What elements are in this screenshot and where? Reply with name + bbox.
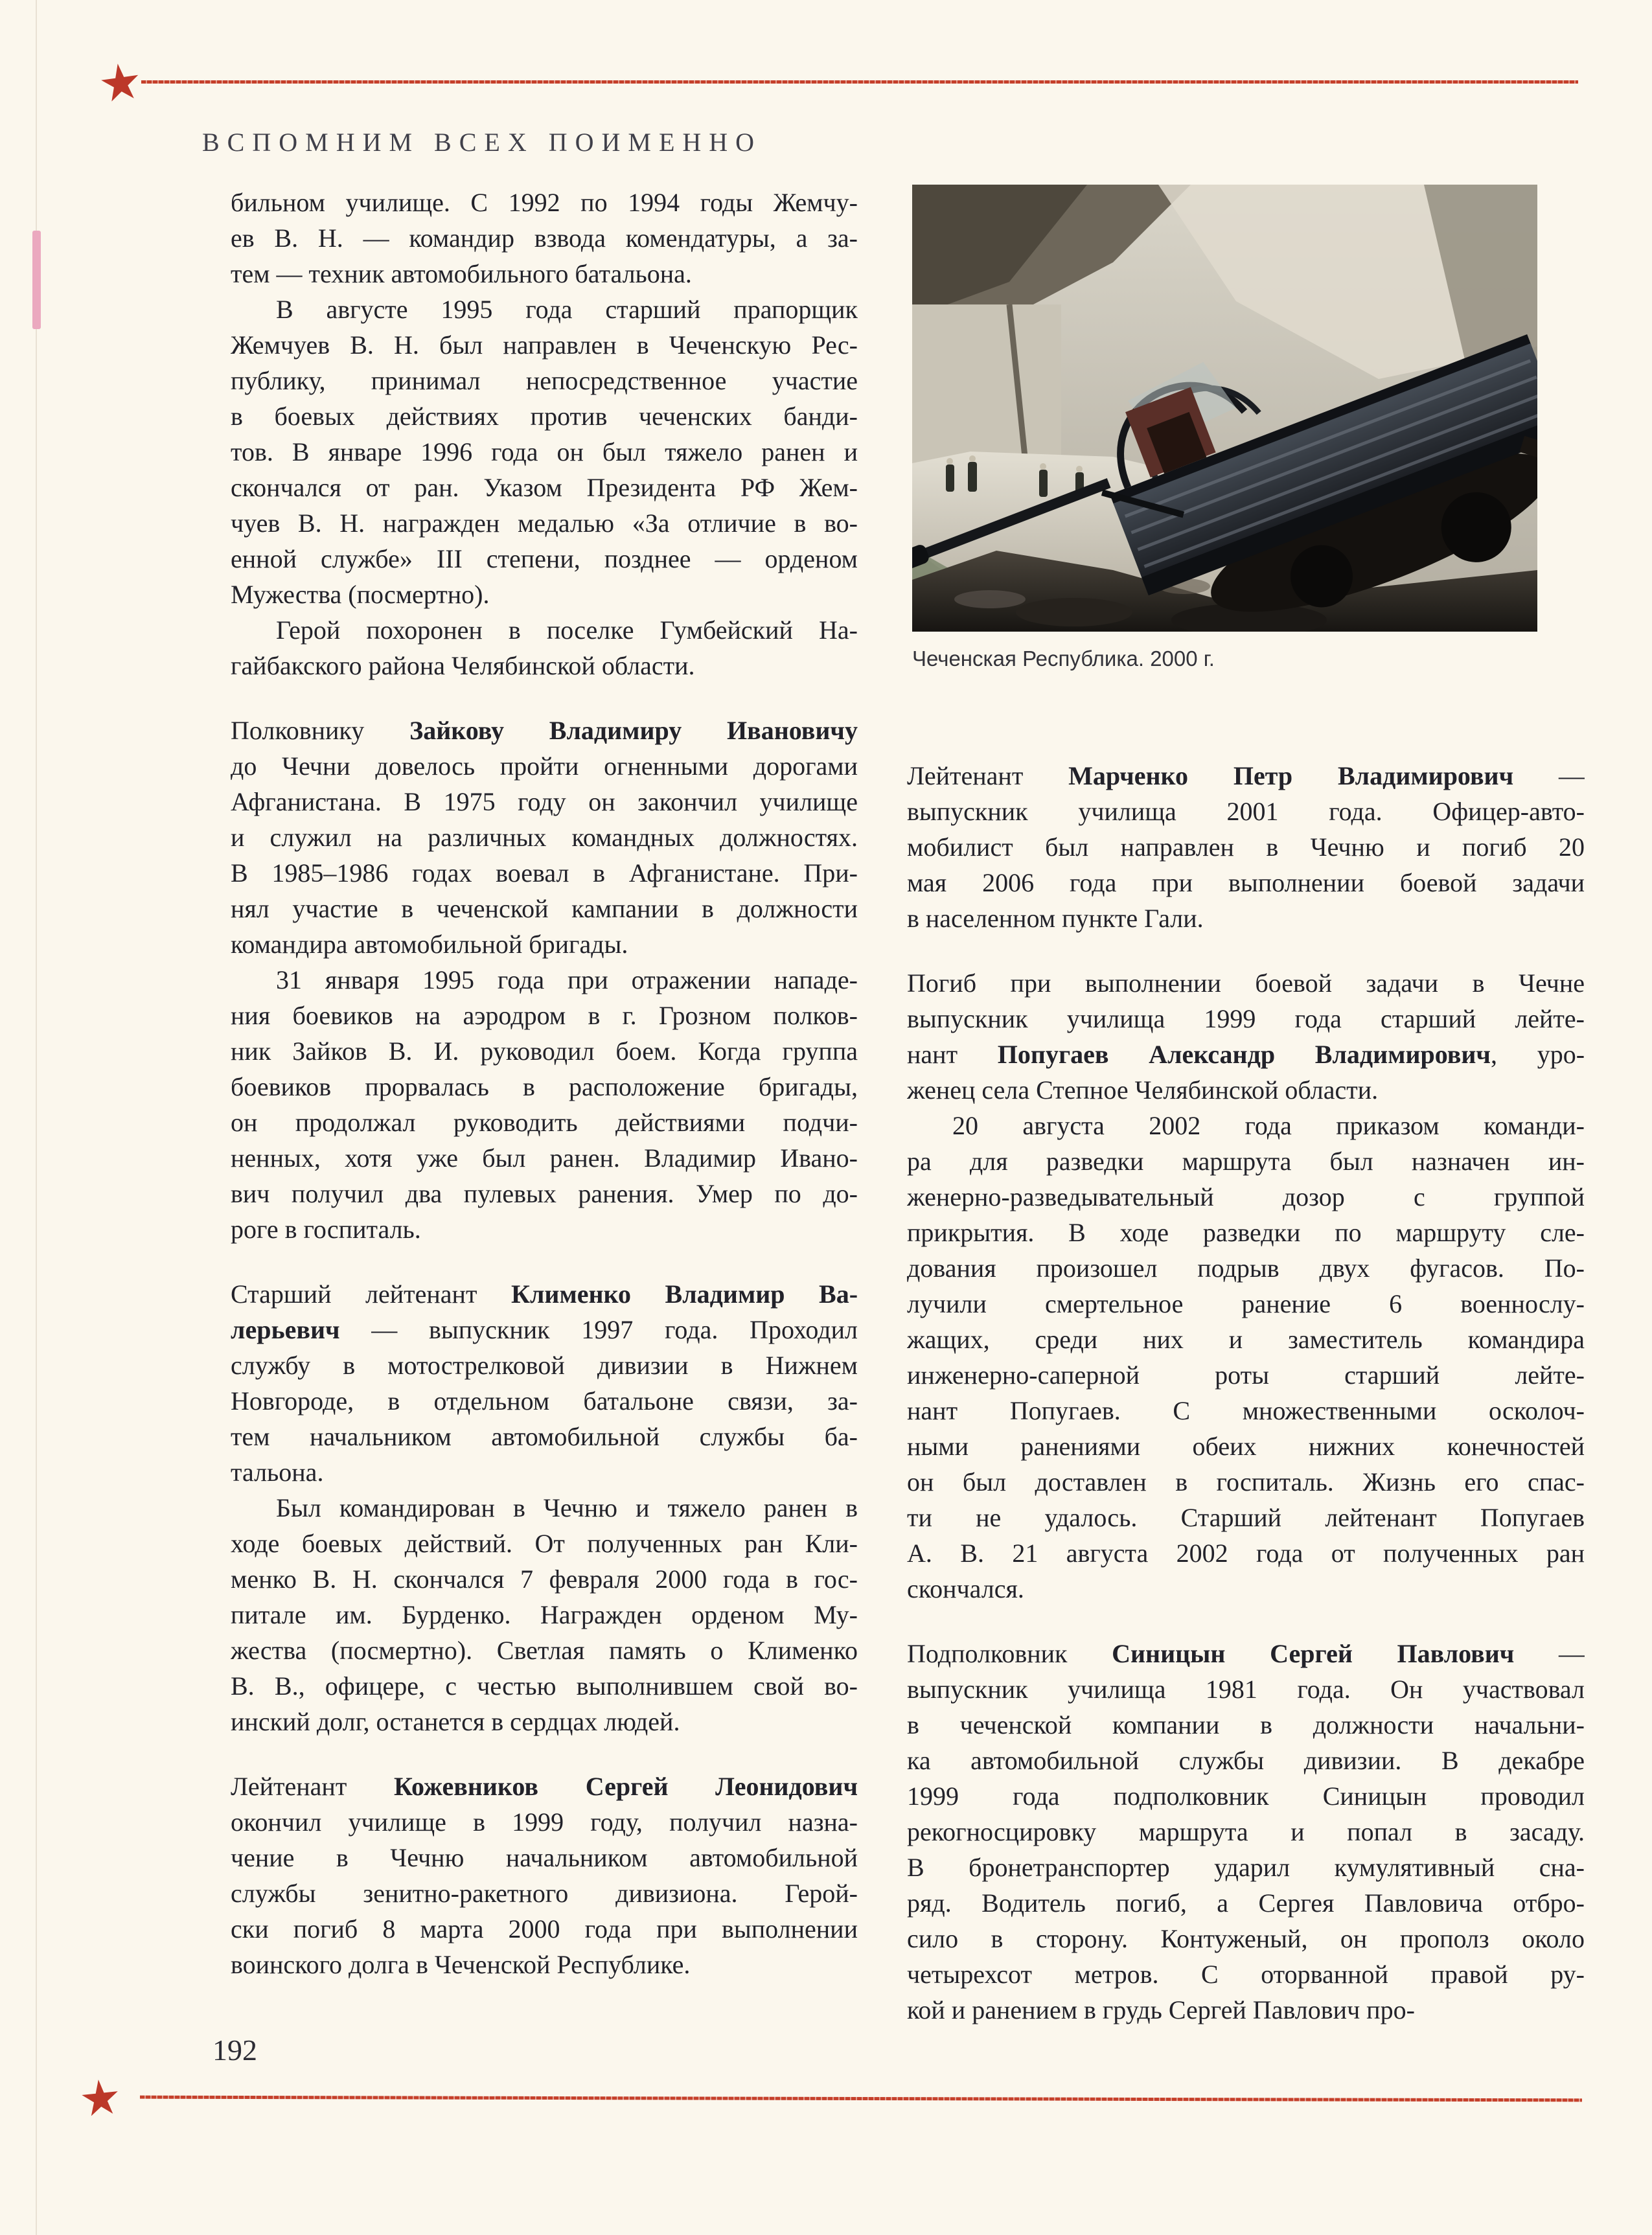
memorial-entry: [231, 185, 858, 683]
text-line: Старший лейтенант Клименко Владимир Ва-: [231, 1279, 858, 1309]
text-line: ник Зайков В. И. руководил боем. Когда группа: [231, 1037, 858, 1066]
text-line: четырехсот метров. С оторванной правой ру-: [907, 1960, 1585, 1989]
top-rule: [141, 80, 1578, 84]
page-number: 192: [212, 2034, 257, 2067]
paragraph: [907, 1636, 1585, 2028]
text-line: боевиков прорвалась в расположение бригады,: [231, 1072, 858, 1101]
page-edge: [36, 0, 37, 2235]
memorial-entry: [231, 1276, 858, 1739]
paragraph: [231, 713, 858, 962]
margin-mark: [32, 231, 41, 329]
text-line: жащих, среди них и заместитель командира: [907, 1325, 1585, 1354]
text-line: 1999 года подполковник Синицын проводил: [907, 1782, 1585, 1811]
text-line: Лейтенант Марченко Петр Владимирович —: [907, 761, 1585, 790]
text-line: 31 января 1995 года при отражении нападе-: [276, 965, 858, 994]
text-line: нант Попугаев Александр Владимирович, уро-: [907, 1040, 1585, 1069]
text-line: тем начальником автомобильной службы ба-: [231, 1422, 858, 1451]
text-line: публику, принимал непосредственное участие: [231, 366, 858, 395]
paragraph: [907, 965, 1585, 1108]
text-line: ными ранениями обеих нижних конечностей: [907, 1432, 1585, 1461]
text-line: в населенном пункте Гали.: [907, 904, 1204, 933]
text-line: женерно-разведывательный дозор с группой: [907, 1182, 1585, 1211]
text-line: Афганистана. В 1975 году он закончил училище: [231, 787, 858, 816]
paragraph: [231, 1490, 858, 1739]
text-line: до Чечни довелось пройти огненными дорогами: [231, 751, 858, 781]
paragraph: [231, 1769, 858, 1982]
text-line: мобилист был направлен в Чечню и погиб 20: [907, 832, 1585, 862]
text-line: В 1985–1986 годах воевал в Афганистане. При-: [231, 858, 858, 888]
paragraph: [907, 1108, 1585, 1607]
text-line: мая 2006 года при выполнении боевой задачи: [907, 868, 1585, 897]
text-line: ния боевиков на аэродром в г. Грозном полков-: [231, 1001, 858, 1030]
text-line: выпускник училища 2001 года. Офицер-авто-: [907, 797, 1585, 826]
text-line: командира автомобильной бригады.: [231, 930, 628, 959]
text-line: 20 августа 2002 года приказом команди-: [952, 1111, 1585, 1140]
text-line: инский долг, останется в сердцах людей.: [231, 1707, 680, 1736]
memorial-entry: [907, 758, 1585, 936]
text-line: ев В. Н. — командир взвода комендатуры, а за-: [231, 224, 858, 253]
text-line: Мужества (посмертно).: [231, 580, 490, 609]
text-line: тем — техник автомобильного батальона.: [231, 259, 692, 288]
text-line: ряд. Водитель погиб, а Сергея Павловича отбро-: [907, 1888, 1585, 1918]
text-line: скончался.: [907, 1574, 1024, 1603]
text-line: гайбакского района Челябинской области.: [231, 651, 695, 680]
text-line: ходе боевых действий. От полученных ран Кли-: [231, 1529, 858, 1558]
text-line: он был доставлен в госпиталь. Жизнь его спас-: [907, 1467, 1585, 1496]
photo-illustration: [912, 185, 1537, 632]
text-line: службу в мотострелковой дивизии в Нижнем: [231, 1351, 858, 1380]
text-line: лерьевич — выпускник 1997 года. Проходил: [231, 1315, 858, 1344]
text-line: А. В. 21 августа 2002 года от полученных ран: [907, 1539, 1585, 1568]
text-line: Подполковник Синицын Сергей Павлович —: [907, 1639, 1585, 1668]
text-line: нял участие в чеченской кампании в должности: [231, 894, 858, 923]
text-line: и служил на различных командных должностях.: [231, 823, 858, 852]
text-line: В августе 1995 года старший прапорщик: [276, 295, 858, 324]
text-line: Герой похоронен в поселке Гумбейский На-: [276, 615, 858, 645]
text-line: чение в Чечню начальником автомобильной: [231, 1843, 858, 1872]
text-line: енной службе» III степени, позднее — орденом: [231, 544, 858, 573]
text-line: инженерно-саперной роты старший лейте-: [907, 1360, 1585, 1390]
paragraph: [231, 185, 858, 292]
text-line: ра для разведки маршрута был назначен ин-: [907, 1147, 1585, 1176]
paragraph: [231, 292, 858, 612]
text-line: бильном училище. С 1992 по 1994 годы Жемчу-: [231, 188, 858, 217]
text-line: кой и ранением в грудь Сергей Павлович про-: [907, 1995, 1415, 2024]
text-line: службы зенитно-ракетного дивизиона. Герой-: [231, 1879, 858, 1908]
text-line: Погиб при выполнении боевой задачи в Чечне: [907, 968, 1585, 998]
memorial-entry: [231, 1769, 858, 1982]
text-line: лучили смертельное ранение 6 военнослу-: [907, 1289, 1585, 1318]
star-icon: [98, 61, 143, 106]
text-line: ненных, хотя уже был ранен. Владимир Ивано-: [231, 1143, 858, 1173]
bottom-rule: [140, 2096, 1582, 2102]
text-line: дования произошел подрыв двух фугасов. По-: [907, 1254, 1585, 1283]
text-line: выпускник училища 1999 года старший лейте-: [907, 1004, 1585, 1033]
memorial-entry: [907, 1636, 1585, 2028]
text-line: вич получил два пулевых ранения. Умер по до-: [231, 1179, 858, 1208]
text-line: питале им. Бурденко. Награжден орденом Му-: [231, 1600, 858, 1629]
paragraph: [231, 612, 858, 683]
star-icon: [80, 2078, 121, 2120]
page-header: ВСПОМНИМ ВСЕХ ПОИМЕННО: [202, 128, 763, 157]
text-line: Новгороде, в отдельном батальоне связи, за-: [231, 1386, 858, 1416]
text-line: скончался от ран. Указом Президента РФ Жем-: [231, 473, 858, 502]
text-line: Полковнику Зайкову Владимиру Ивановичу: [231, 716, 858, 745]
text-line: в чеченской компании в должности начальни-: [907, 1710, 1585, 1739]
text-line: в боевых действиях против чеченских банди-: [231, 402, 858, 431]
text-line: тов. В январе 1996 года он был тяжело ранен и: [231, 437, 858, 466]
text-line: окончил училище в 1999 году, получил назна-: [231, 1807, 858, 1837]
text-line: сило в сторону. Контуженый, он прополз около: [907, 1924, 1585, 1953]
text-line: роге в госпиталь.: [231, 1215, 421, 1244]
paragraph: [231, 1276, 858, 1490]
text-line: он продолжал руководить действиями подчи-: [231, 1108, 858, 1137]
text-line: нант Попугаев. С множественными осколоч-: [907, 1396, 1585, 1425]
text-line: Был командирован в Чечню и тяжело ранен в: [276, 1493, 858, 1522]
text-line: Жемчуев В. Н. был направлен в Чеченскую Рес-: [231, 330, 858, 360]
text-line: выпускник училища 1981 года. Он участвовал: [907, 1675, 1585, 1704]
text-line: менко В. Н. скончался 7 февраля 2000 года в гос-: [231, 1564, 858, 1594]
text-line: жества (посмертно). Светлая память о Клименко: [231, 1636, 858, 1665]
photo-destroyed-truck: [912, 185, 1537, 632]
text-line: рекогносцировку маршрута и попал в засаду.: [907, 1817, 1585, 1846]
text-line: чуев В. Н. награжден медалью «За отличие в во-: [231, 509, 858, 538]
text-line: тальона.: [231, 1458, 324, 1487]
memorial-entry: [231, 713, 858, 1247]
paragraph: [231, 962, 858, 1247]
text-line: ти не удалось. Старший лейтенант Попугаев: [907, 1503, 1585, 1532]
left-column: [231, 185, 858, 1982]
text-line: В бронетранспортер ударил кумулятивный сна-: [907, 1853, 1585, 1882]
text-line: женец села Степное Челябинской области.: [907, 1075, 1379, 1105]
text-line: Лейтенант Кожевников Сергей Леонидович: [231, 1772, 858, 1801]
memorial-entry: [907, 965, 1585, 1607]
paragraph: [907, 758, 1585, 936]
text-line: ка автомобильной службы дивизии. В декабре: [907, 1746, 1585, 1775]
text-line: В. В., офицере, с честью выполнившем свой во-: [231, 1671, 858, 1701]
photo-caption: Чеченская Республика. 2000 г.: [912, 647, 1215, 670]
text-line: прикрытия. В ходе разведки по маршруту сле-: [907, 1218, 1585, 1247]
text-line: ски погиб 8 марта 2000 года при выполнении: [231, 1914, 858, 1943]
right-column: [907, 758, 1585, 2028]
text-line: воинского долга в Чеченской Республике.: [231, 1950, 691, 1979]
